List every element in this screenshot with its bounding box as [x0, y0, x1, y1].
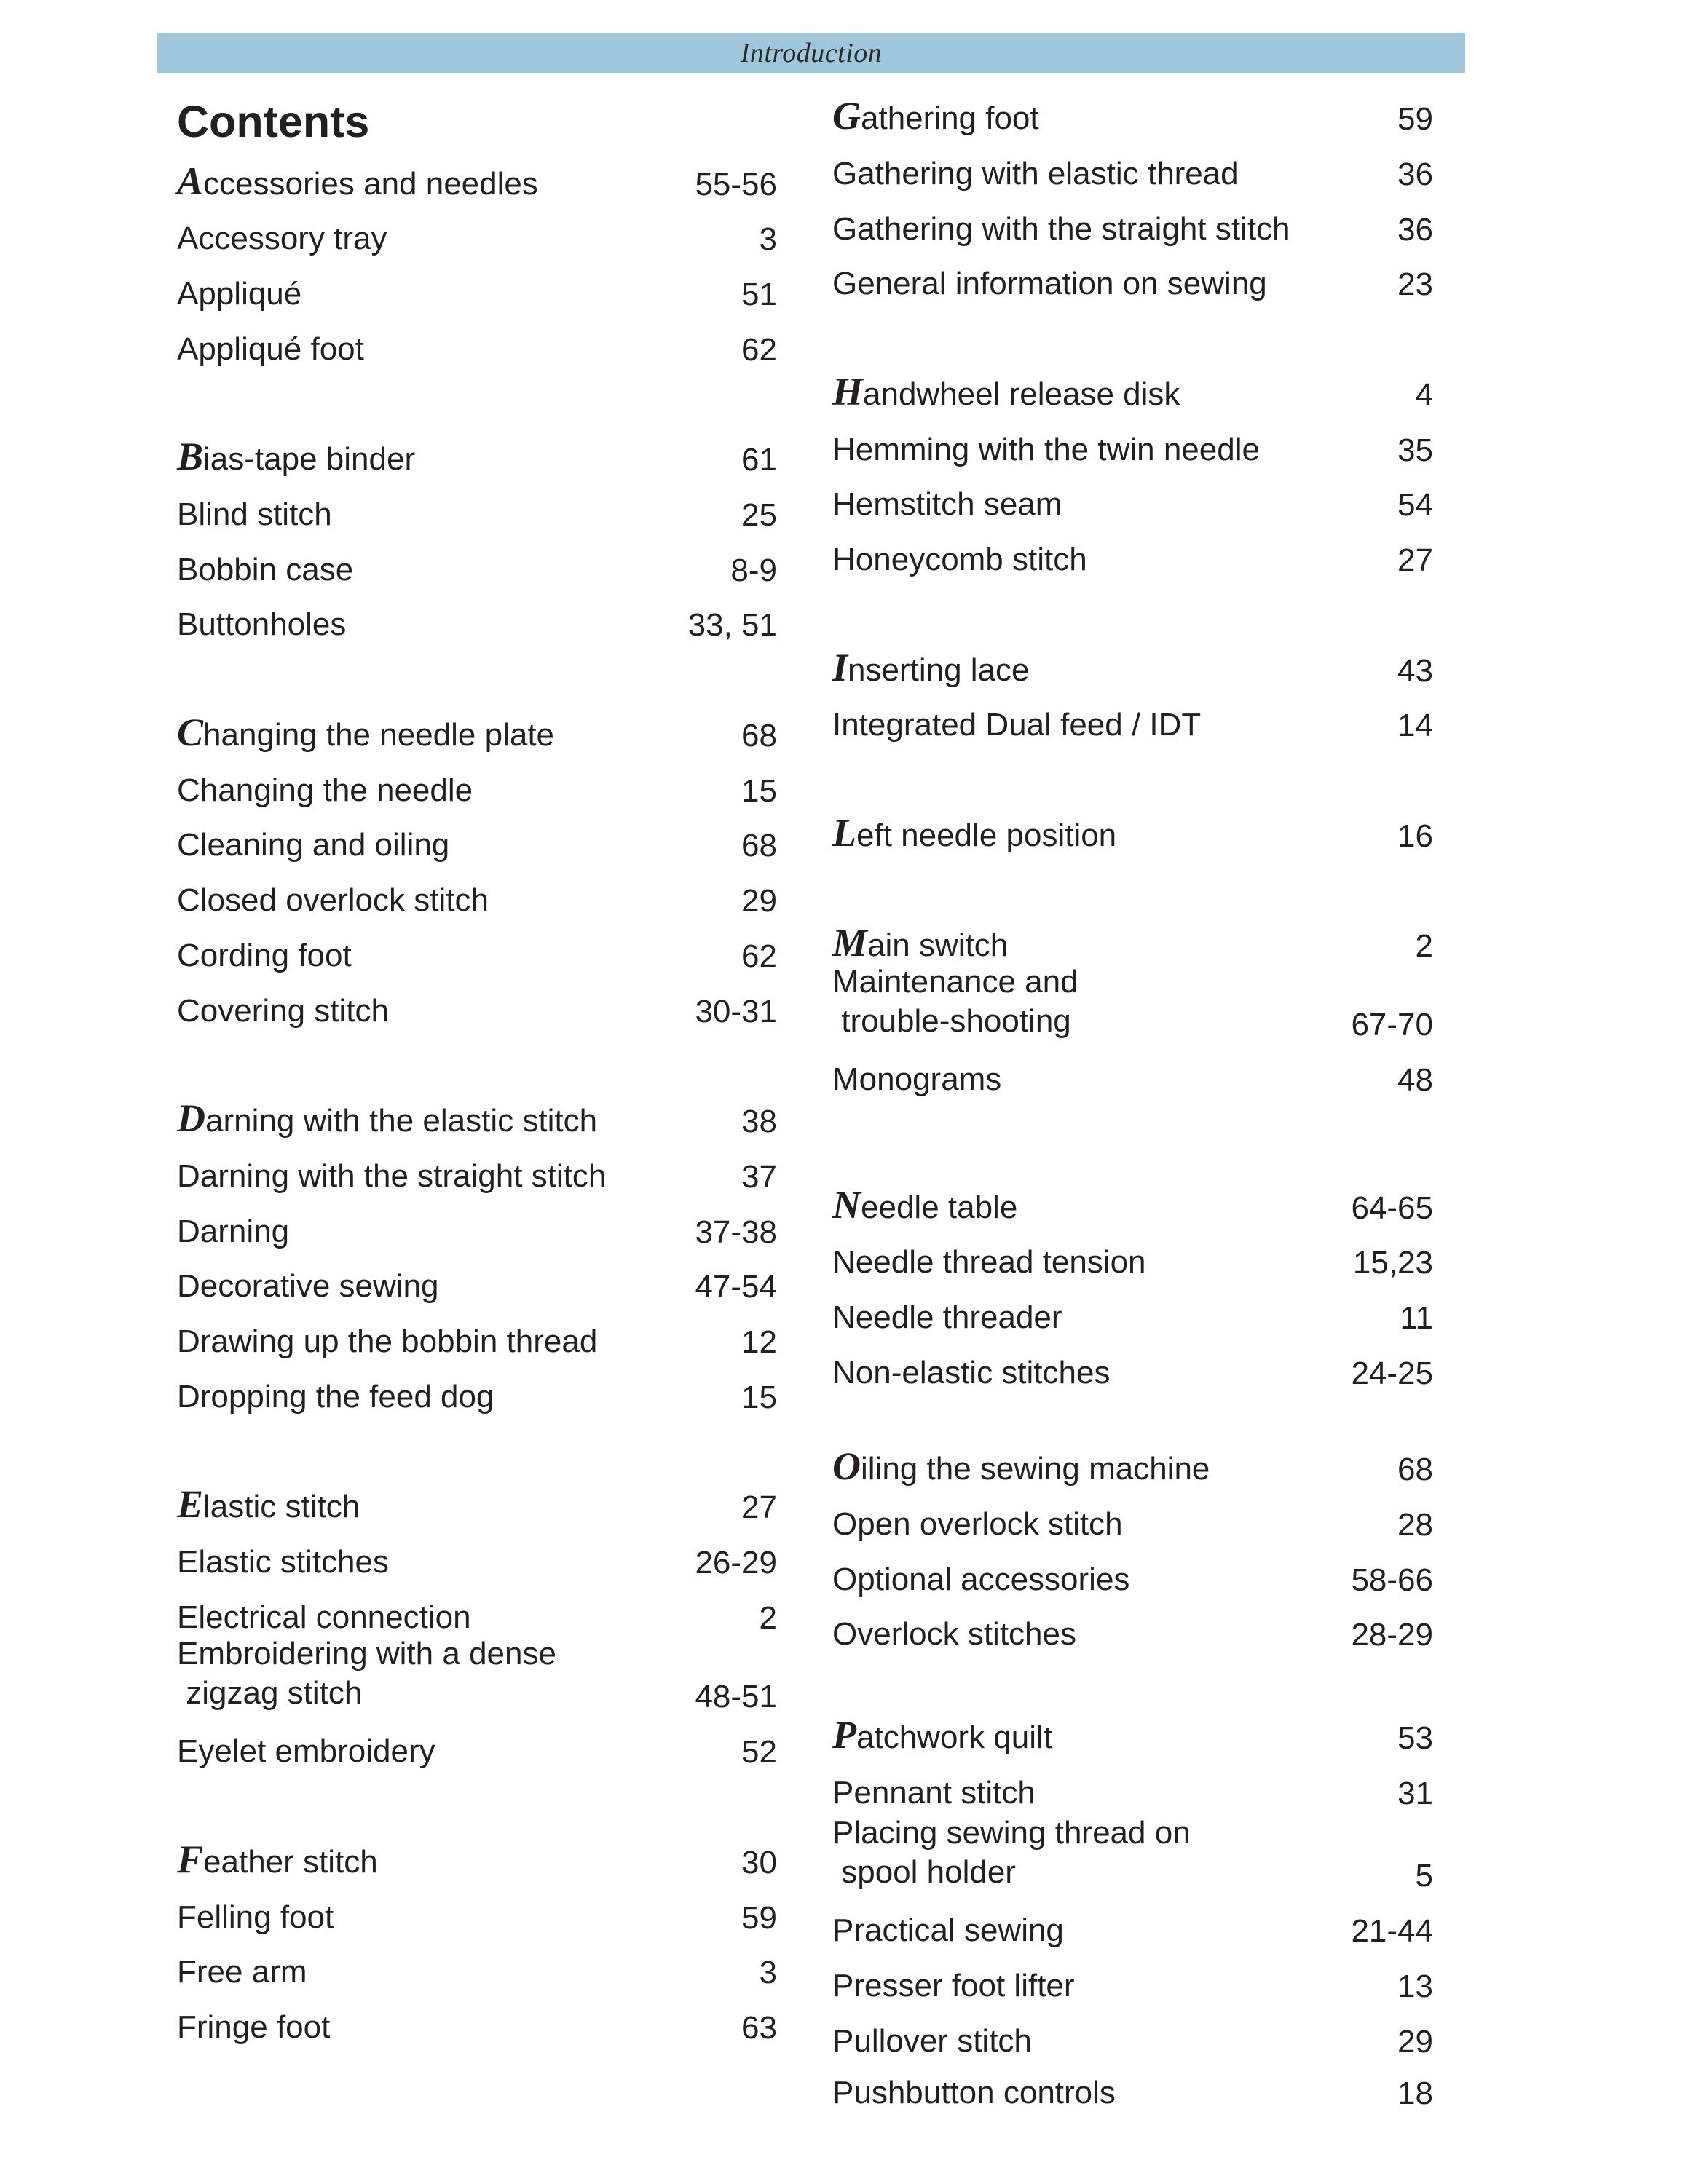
index-page: 68 [1397, 1452, 1433, 1487]
index-page: 2 [759, 1600, 777, 1636]
index-entry[interactable] [832, 2076, 1433, 2120]
index-page: 15 [741, 773, 777, 809]
index-page: 27 [1397, 542, 1433, 578]
index-term-text: Elastic stitches [177, 1544, 389, 1580]
index-initial: A [177, 159, 204, 203]
index-page: 36 [1397, 157, 1433, 192]
index-term-text: Bobbin case [177, 552, 354, 587]
index-term [177, 1209, 289, 1249]
index-entry[interactable] [832, 1301, 1433, 1345]
index-term-text: lastic stitch [203, 1489, 360, 1524]
index-page: 24-25 [1351, 1356, 1433, 1391]
index-term [832, 1057, 1001, 1096]
index-term [832, 94, 1039, 138]
index-entry[interactable] [832, 964, 1433, 1051]
index-entry[interactable] [177, 435, 777, 486]
index-page: 37 [741, 1159, 777, 1195]
index-term-text: General information on sewing [832, 266, 1267, 301]
index-entry[interactable] [832, 267, 1433, 311]
index-page: 33, 51 [687, 607, 777, 643]
index-term-text: Monograms [832, 1061, 1002, 1097]
index-term-text: Drawing up the bobbin thread [177, 1324, 598, 1359]
index-page: 23 [1397, 266, 1433, 302]
index-term [177, 1374, 494, 1414]
index-term-text: Pennant stitch [832, 1775, 1036, 1811]
index-page: 37-38 [695, 1214, 777, 1250]
index-term [832, 2019, 1032, 2058]
index-term-text: nserting lace [848, 652, 1030, 688]
index-entry[interactable] [832, 213, 1433, 256]
index-term-text: iling the sewing machine [861, 1451, 1210, 1487]
index-page: 31 [1397, 1776, 1433, 1811]
index-term [177, 1540, 389, 1579]
index-term [832, 482, 1062, 521]
index-page: 27 [741, 1489, 777, 1525]
index-page: 3 [759, 1955, 777, 1990]
index-term-text: Changing the needle [177, 772, 473, 808]
index-page: 43 [1397, 653, 1433, 689]
index-page: 67-70 [1351, 1007, 1433, 1042]
index-entry[interactable] [177, 2011, 777, 2054]
index-entry[interactable] [832, 811, 1433, 863]
index-term-text: Cording foot [177, 938, 352, 973]
index-entry[interactable] [177, 1380, 777, 1424]
index-page: 16 [1397, 818, 1433, 854]
index-page: 59 [741, 1900, 777, 1936]
index-entry[interactable] [832, 1444, 1433, 1496]
index-page: 62 [741, 332, 777, 368]
index-term-text: eedle table [861, 1190, 1018, 1225]
index-term-text: hanging the needle plate [203, 717, 555, 753]
index-page: 29 [741, 883, 777, 919]
index-term [177, 1595, 471, 1634]
index-page: 21-44 [1351, 1913, 1433, 1949]
index-term [177, 1319, 597, 1358]
index-term-text: Free arm [177, 1954, 307, 1990]
index-term-text: Needle thread tension [832, 1244, 1146, 1280]
index-term [832, 427, 1260, 467]
index-initial: N [832, 1183, 861, 1227]
index-term [832, 2070, 1116, 2110]
index-initial: L [832, 811, 856, 855]
index-term-text: Integrated Dual feed / IDT [832, 707, 1202, 743]
index-entry[interactable] [177, 553, 777, 597]
index-entry[interactable] [177, 828, 777, 872]
index-term-text: ias-tape binder [203, 441, 416, 477]
index-page: 51 [741, 277, 777, 312]
index-term-text: Presser foot lifter [832, 1968, 1075, 2003]
index-term [177, 989, 389, 1028]
index-page: 30 [741, 1845, 777, 1880]
index-entry[interactable] [177, 711, 777, 762]
index-entry[interactable] [177, 939, 777, 983]
index-entry[interactable] [832, 157, 1433, 201]
index-entry[interactable] [177, 159, 777, 211]
index-term-text: Non-elastic stitches [832, 1355, 1111, 1390]
index-term [177, 437, 415, 476]
index-entry[interactable] [177, 277, 777, 321]
index-page: 68 [741, 828, 777, 863]
index-term [832, 703, 1201, 742]
index-entry[interactable] [832, 433, 1433, 477]
index-entry[interactable] [832, 543, 1433, 587]
index-term-text: eft needle position [856, 818, 1117, 853]
index-term [832, 1811, 1191, 1892]
index-page: 11 [1400, 1300, 1433, 1336]
index-initial: G [832, 94, 861, 138]
index-page: 3 [759, 221, 777, 257]
index-entry[interactable] [832, 1563, 1433, 1607]
index-term [832, 1240, 1146, 1279]
index-initial: D [177, 1096, 205, 1140]
index-entry[interactable] [177, 1636, 777, 1723]
index-initial: C [177, 711, 204, 754]
index-page: 58-66 [1351, 1562, 1433, 1598]
index-term [832, 537, 1087, 577]
index-term [832, 261, 1267, 301]
index-entry[interactable] [177, 333, 777, 376]
index-term [177, 272, 301, 311]
index-page: 63 [741, 2010, 777, 2046]
index-term-text: Felling foot [177, 1899, 334, 1935]
index-term-text: Hemstitch seam [832, 486, 1062, 522]
index-page: 62 [741, 938, 777, 974]
index-entry[interactable] [177, 1325, 777, 1369]
index-term [177, 1264, 439, 1303]
index-page: 4 [1415, 377, 1433, 413]
index-term [832, 1770, 1036, 1810]
index-term-text: Maintenance and trouble-shooting [832, 964, 1078, 1039]
index-entry[interactable] [177, 1546, 777, 1589]
index-initial: F [177, 1837, 204, 1881]
index-initial: O [832, 1444, 861, 1488]
index-term-text: Electrical connection [177, 1599, 471, 1635]
index-term-text: andwheel release disk [863, 376, 1180, 412]
index-term-text: Gathering with elastic thread [832, 156, 1239, 191]
index-term [177, 492, 332, 531]
index-term [177, 878, 489, 917]
index-page: 54 [1397, 487, 1433, 523]
index-page: 48-51 [695, 1679, 777, 1714]
index-entry[interactable] [177, 774, 777, 818]
index-term [177, 1484, 360, 1524]
index-term-text: Fringe foot [177, 2009, 331, 2045]
index-entry[interactable] [832, 1618, 1433, 1661]
index-term [832, 1295, 1062, 1334]
index-page: 36 [1397, 212, 1433, 248]
index-entry[interactable] [832, 94, 1433, 146]
index-term-text: Blind stitch [177, 496, 332, 532]
index-entry[interactable] [177, 1096, 777, 1148]
index-term-text: Pullover stitch [832, 2023, 1032, 2059]
index-term-text: Covering stitch [177, 993, 390, 1029]
index-term [177, 1729, 435, 1768]
header-title: Introduction [740, 38, 883, 68]
index-page: 28-29 [1351, 1617, 1433, 1653]
index-term [832, 1557, 1129, 1597]
index-entry[interactable] [832, 370, 1433, 422]
index-page: 2 [1415, 928, 1433, 964]
index-initial: H [832, 370, 864, 414]
index-entry[interactable] [832, 1914, 1433, 1958]
index-entry[interactable] [832, 2025, 1433, 2068]
index-page: 15,23 [1352, 1245, 1433, 1281]
index-page: 14 [1397, 708, 1433, 743]
index-entry[interactable] [832, 646, 1433, 697]
index-term [177, 327, 364, 366]
index-term-text: Cleaning and oiling [177, 827, 450, 863]
index-term [177, 1631, 556, 1713]
index-term [177, 1096, 598, 1140]
index-entry[interactable] [832, 1713, 1433, 1765]
index-initial: I [832, 646, 848, 689]
index-term [177, 602, 346, 641]
index-term [832, 207, 1290, 246]
index-entry[interactable] [177, 1837, 777, 1889]
index-term [832, 1183, 1018, 1227]
index-page: 18 [1397, 2076, 1433, 2111]
index-page: 53 [1397, 1720, 1433, 1756]
index-term [177, 1895, 334, 1934]
index-term-text: Honeycomb stitch [832, 542, 1087, 577]
index-entry[interactable] [832, 1356, 1433, 1400]
index-page: 52 [741, 1734, 777, 1770]
index-term-text: eather stitch [203, 1844, 378, 1880]
contents-title: Contents [177, 97, 370, 146]
index-term [832, 1350, 1110, 1390]
index-term [832, 811, 1117, 855]
index-term-text: Accessory tray [177, 221, 387, 256]
index-term [832, 151, 1239, 191]
index-term [832, 1963, 1075, 2003]
index-entry[interactable] [177, 1482, 777, 1534]
index-entry[interactable] [832, 488, 1433, 531]
index-term-text: Pushbutton controls [832, 2075, 1116, 2110]
index-term [832, 1908, 1064, 1947]
index-page: 68 [741, 718, 777, 753]
index-entry[interactable] [177, 1735, 777, 1779]
index-term-text: Buttonholes [177, 606, 347, 642]
index-entry[interactable] [832, 1246, 1433, 1289]
index-entry[interactable] [177, 1160, 777, 1203]
header-band [157, 33, 1465, 73]
index-page: 12 [741, 1324, 777, 1360]
index-term [177, 713, 554, 752]
index-term-text: Closed overlock stitch [177, 882, 489, 918]
index-page: 8-9 [730, 553, 777, 588]
index-term-text: arning with the elastic stitch [205, 1103, 598, 1139]
index-term [177, 768, 473, 807]
index-term [832, 1502, 1123, 1541]
index-term-text: Open overlock stitch [832, 1506, 1123, 1542]
index-entry[interactable] [177, 884, 777, 927]
index-term-text: Embroidering with a dense zigzag stitch [177, 1636, 556, 1711]
index-term-text: Darning [177, 1214, 290, 1249]
index-page: 30-31 [695, 994, 777, 1029]
index-entry[interactable] [832, 1183, 1433, 1235]
index-term-text: Placing sewing thread on spool holder [832, 1815, 1191, 1890]
index-term-text: Eyelet embroidery [177, 1733, 435, 1769]
index-entry[interactable] [177, 1955, 777, 1999]
index-term-text: Optional accessories [832, 1562, 1130, 1597]
index-entry[interactable] [177, 1901, 777, 1944]
index-term-text: ain switch [867, 927, 1009, 963]
index-term-text: athering foot [861, 100, 1039, 136]
index-page: 38 [741, 1104, 777, 1139]
index-term [177, 547, 353, 587]
index-term [832, 1612, 1076, 1651]
index-term [832, 370, 1180, 414]
index-term [177, 1837, 378, 1881]
index-term-text: Appliqué foot [177, 331, 364, 367]
index-term [832, 1713, 1053, 1757]
index-entry[interactable] [177, 608, 777, 652]
index-page: 48 [1397, 1062, 1433, 1098]
index-initial: M [832, 921, 868, 965]
index-term-text: Dropping the feed dog [177, 1379, 494, 1415]
index-term-text: Practical sewing [832, 1912, 1064, 1948]
index-term [177, 933, 352, 973]
index-entry[interactable] [177, 1215, 777, 1259]
index-term [177, 216, 387, 256]
index-term-text: Hemming with the twin needle [832, 432, 1260, 467]
index-page: 13 [1397, 1969, 1433, 2004]
index-entry[interactable] [177, 222, 777, 266]
index-page: 35 [1397, 432, 1433, 468]
index-entry[interactable] [832, 1063, 1433, 1107]
index-entry[interactable] [177, 498, 777, 542]
index-term [177, 823, 449, 862]
index-entry[interactable] [177, 1270, 777, 1313]
index-entry[interactable] [832, 1815, 1433, 1902]
index-term [177, 159, 538, 203]
index-page: 29 [1397, 2024, 1433, 2060]
index-term-text: Darning with the straight stitch [177, 1158, 607, 1194]
index-term-text: Appliqué [177, 276, 302, 312]
index-term-text: Gathering with the straight stitch [832, 211, 1290, 247]
index-term-text: ccessories and needles [203, 166, 538, 202]
index-term-text: Overlock stitches [832, 1616, 1076, 1652]
index-entry[interactable] [832, 1508, 1433, 1551]
index-term-text: Decorative sewing [177, 1268, 439, 1304]
index-initial: B [177, 435, 204, 478]
index-term [832, 921, 1009, 965]
index-page: 15 [741, 1380, 777, 1415]
index-page: 25 [741, 497, 777, 533]
index-page: 26-29 [695, 1545, 777, 1580]
index-page: 61 [741, 442, 777, 478]
index-term-text: atchwork quilt [856, 1720, 1053, 1755]
index-initial: E [177, 1482, 204, 1526]
index-term-text: Needle threader [832, 1299, 1062, 1335]
index-entry[interactable] [832, 708, 1433, 752]
index-entry[interactable] [177, 994, 777, 1038]
index-entry[interactable] [832, 1969, 1433, 2013]
index-term [177, 1154, 606, 1193]
index-term [832, 648, 1030, 687]
index-term [177, 1950, 307, 1989]
index-page: 5 [1415, 1858, 1433, 1894]
index-page: 55-56 [695, 167, 777, 202]
index-page: 47-54 [695, 1269, 777, 1305]
index-term [832, 960, 1078, 1041]
index-term [177, 2005, 330, 2044]
index-page: 59 [1397, 101, 1433, 137]
index-page: 28 [1397, 1507, 1433, 1543]
index-page: 64-65 [1351, 1190, 1433, 1226]
index-term [832, 1444, 1210, 1488]
index-initial: P [832, 1713, 856, 1757]
